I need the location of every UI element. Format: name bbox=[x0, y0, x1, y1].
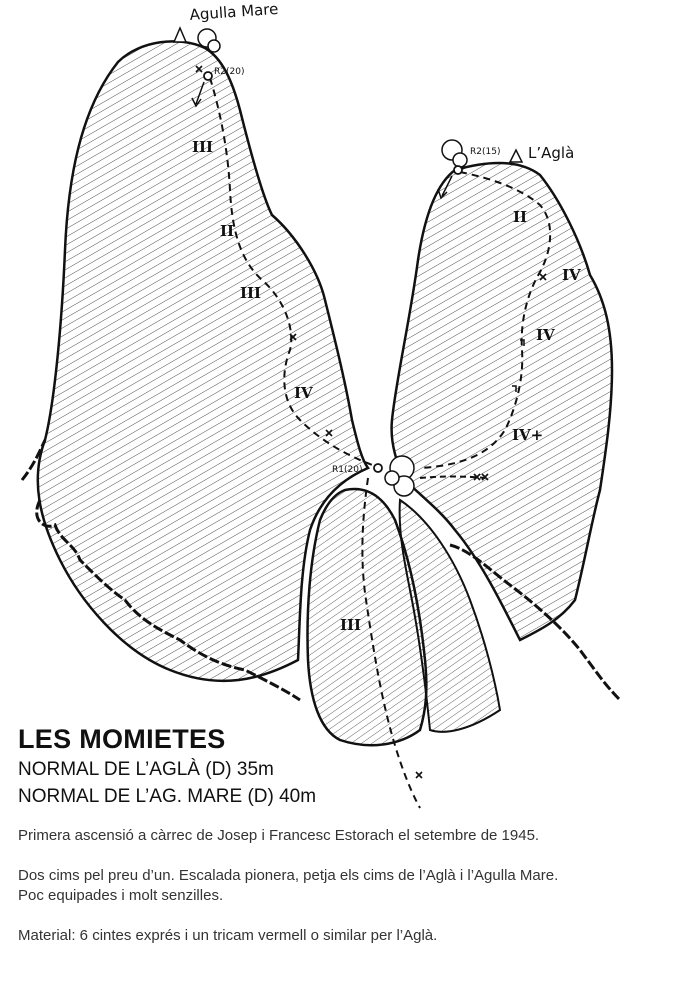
route-line-agla: NORMAL DE L’AGLÀ (D) 35m bbox=[18, 759, 274, 780]
grade-label: III bbox=[192, 138, 214, 156]
anchor-label-r2-right: R2(15) bbox=[470, 147, 501, 157]
grade-label: II bbox=[513, 208, 528, 226]
grade-label: IV+ bbox=[512, 426, 544, 444]
anchor-r2-right-marker bbox=[454, 166, 462, 174]
first-ascent-text: Primera ascensió a càrrec de Josep i Francesc Estorach el setembre de 1945. bbox=[18, 827, 540, 844]
material-text: Material: 6 cintes exprés i un tricam vermell o similar per l’Aglà. bbox=[18, 927, 438, 944]
anchor-r2-left-marker bbox=[204, 72, 212, 80]
grade-label: IV bbox=[294, 384, 313, 402]
grade-label: IV bbox=[536, 326, 555, 344]
grade-label: III bbox=[340, 616, 362, 634]
anchor-label-r1: R1(20) bbox=[332, 465, 363, 475]
equipment-note-text: Poc equipades i molt senzilles. bbox=[18, 887, 224, 904]
cairn-left-icon bbox=[174, 28, 186, 42]
grade-label: III bbox=[240, 284, 262, 302]
peak-label-agla: L’Aglà bbox=[528, 144, 575, 162]
route-description bbox=[18, 826, 678, 966]
anchor-label-r2-left: R2(20) bbox=[214, 67, 245, 77]
grade-label: IV bbox=[562, 266, 581, 284]
summary-text: Dos cims pel preu d’un. Escalada pionera, petja els cims de l’Aglà i l’Agulla Mare. bbox=[18, 867, 559, 884]
route-line-agulla-mare: NORMAL DE L’AG. MARE (D) 40m bbox=[18, 786, 317, 807]
peak-label-agulla-mare: Agulla Mare bbox=[189, 0, 279, 24]
cairn-right-icon bbox=[510, 150, 522, 162]
route-header bbox=[18, 722, 316, 810]
anchor-r1-marker bbox=[374, 464, 382, 472]
page-title: LES MOMIETES bbox=[18, 724, 226, 754]
grade-label: II bbox=[220, 222, 235, 240]
